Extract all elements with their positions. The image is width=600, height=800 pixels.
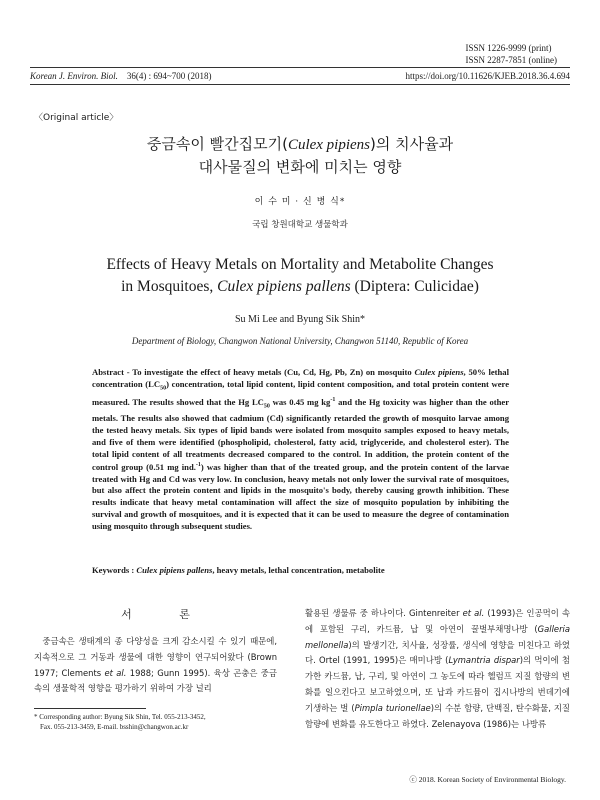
english-affiliation: Department of Biology, Changwon National University, Changwon 51140, Republic of Korea xyxy=(131,336,469,346)
section-heading-introduction: 서 론 xyxy=(121,608,212,621)
english-title-line2: in Mosquitoes, Culex pipiens pallens (Diptera: Culicidae) xyxy=(121,278,479,295)
korean-affiliation: 국립 창원대학교 생물학과 xyxy=(252,220,348,230)
korean-title-line2: 대사물질의 변화에 미치는 영향 xyxy=(198,158,402,176)
abstract: Abstract - To investigate the effect of heavy metals (Cu, Cd, Hg, Pb, Zn) on mosquito Culex pipiens, 50% lethal concentration $(LC_{50})$ concentration, total lipid content, lipid content composition, and total protein content were measured. The results showed that the Hg $LC_{50}$ was 0.45 mg $kg^{-1}$ and the Hg toxicity was higher than the other metals. The results also showed that cadmium (Cd) significantly retarded the growth of mosquito larvae among the tested heavy metals. Six types of lipid bands were isolated from mosquito samples exposed to heavy metals, and five of them were identified (phospholipid, cholesterol, fatty acid, triglyceride, and cholesterol ester). The total lipid content of all treatments decreased compared to the control. In addition, the protein content of the control group (0.51 mg ind.$^{-1}$) was higher than that of the treated group, and the protein content of the larvae treated with Hg and Cd was very low. In conclusion, heavy metals not only lower the survival rate of mosquitoes, but also affect the protein content and lipids in the mosquito's body, thereby causing growth inhibition. These results indicate that heavy metal contamination will affect the size of mosquito population by inhibiting the survival and growth of mosquitoes, and it is expected that it can be used to measure the degree of contamination using mosquito through subsequent studies. xyxy=(92,367,510,531)
issn-block xyxy=(466,42,558,66)
english-title-species: Culex pipiens pallens xyxy=(217,278,351,295)
body-column-right xyxy=(305,606,570,732)
journal-citation xyxy=(30,71,211,81)
journal-line xyxy=(30,71,570,81)
korean-authors: 이 수 미 · 신 병 식* xyxy=(254,197,346,207)
article-type: 〈Original article〉 xyxy=(34,113,119,123)
issn-online: ISSN 2287-7851 (online) xyxy=(465,55,557,65)
intro-paragraph-1: 중금속은 생태계의 종 다양성을 크게 감소시킬 수 있기 때문에, 지속적으로 그 거동과 생물에 대한 영향이 연구되어왔다 (Brown 1977; Clements et al. 1988; Gunn 1995). 육상 곤충은 중금속의 생물학적 영향을 평가하기 위하여 가장 널리 xyxy=(34,636,277,694)
korean-title-species: Culex pipiens xyxy=(287,137,371,153)
korean-title-line1: 중금속이 빨간집모기(Culex pipiens)의 치사율과 xyxy=(146,135,454,153)
english-title-line1: Effects of Heavy Metals on Mortality and Metabolite Changes xyxy=(106,256,494,273)
english-authors: Su Mi Lee and Byung Sik Shin* xyxy=(234,314,365,325)
header-rule-bottom xyxy=(30,84,570,85)
volume-pages: 36(4) : 694~700 (2018) xyxy=(126,71,212,81)
keywords: Keywords : Culex pipiens pallens, heavy metals, lethal concentration, metabolite xyxy=(92,565,385,575)
english-title xyxy=(0,254,600,298)
intro-paragraph-continued: 활용된 생물류 중 하나이다. Gintenreiter et al. (1993)은 인공먹이 속에 포함된 구리, 카드뮴, 납 및 아연이 꿀벌부채명나방 (Galleria mellonella)의 발생기간, 치사율, 성장률, 생식에 영향을 미친다고 하였다. Ortel (1991, 1995)은 매미나방 (Lymantria dispar)의 먹이에 첨가한 카드뮴, 납, 구리, 및 아연이 그 농도에 따라 헬럼프 지질 함량의 변화를 일으킨다고 보고하였으며, 또 납과 카드뮴이 집시나방의 번데기에 기생하는 벌 (Pimpla turionellae)의 수분 함량, 단백질, 탄수화물, 지질함량에 변화를 유도한다고 하였다. Zelenayova (1986)는 나방류 xyxy=(305,608,571,729)
journal-name: Korean J. Environ. Biol. xyxy=(30,71,118,81)
header-rule-top xyxy=(30,67,570,68)
corresponding-author-footnote: * Corresponding author: Byung Sik Shin, Tel. 055-213-3452, Fax. 055-213-3459, E-mail. bsshin@changwon.ac.kr xyxy=(34,713,206,731)
korean-title xyxy=(0,133,600,178)
copyright-notice: ⓒ 2018. Korean Society of Environmental Biology. xyxy=(409,775,566,784)
issn-print: ISSN 1226-9999 (print) xyxy=(465,43,552,53)
doi-link[interactable]: https://doi.org/10.11626/KJEB.2018.36.4.694 xyxy=(405,71,570,81)
body-column-left xyxy=(34,606,277,697)
footnote-rule xyxy=(34,708,146,709)
